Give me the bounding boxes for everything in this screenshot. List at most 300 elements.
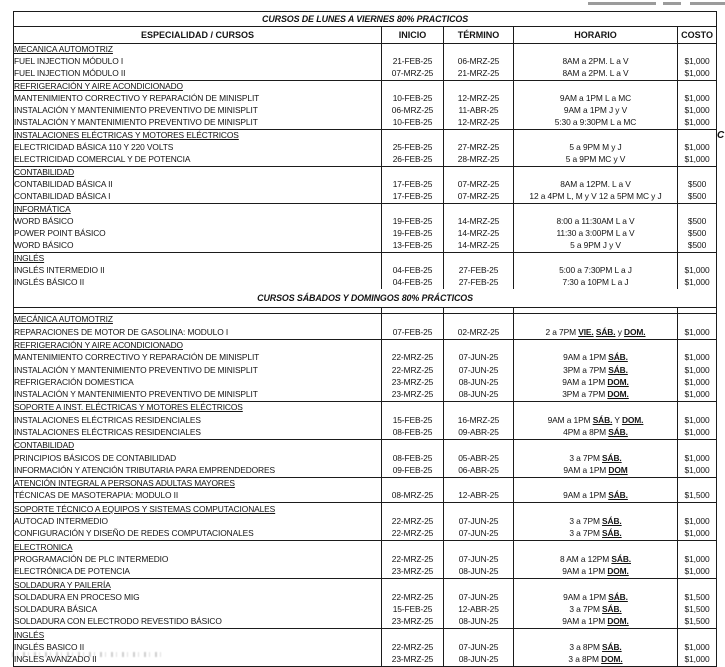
course-row — [14, 566, 717, 579]
course-row — [14, 452, 717, 464]
course-end-cell: 14-MRZ-25 — [444, 216, 514, 228]
course-cost-cell: $1,500 — [678, 592, 717, 604]
course-name-cell: INGLÉS BASICO II — [14, 642, 85, 653]
empty-cell — [382, 629, 444, 642]
course-schedule-cell: 3 a 8PM SÁB. — [514, 642, 678, 654]
empty-cell — [678, 477, 717, 490]
course-name-cell: ELECTRICIDAD COMERCIAL Y DE POTENCIA — [14, 154, 191, 165]
category-name: ATENCIÓN INTEGRAL A PERSONAS ADULTAS MAYORES — [14, 478, 235, 489]
course-start-cell: 22-MRZ-25 — [382, 592, 444, 604]
course-cost-cell: $1,000 — [678, 654, 717, 667]
course-name-cell: REFRIGERACIÓN DOMESTICA — [14, 376, 134, 387]
section-caption-row — [14, 12, 717, 27]
course-start-cell: 17-FEB-25 — [382, 179, 444, 191]
course-schedule-cell: 9AM a 1PM DOM — [514, 465, 678, 478]
course-start-cell: 19-FEB-25 — [382, 228, 444, 240]
course-end-cell: 12-MRZ-25 — [444, 93, 514, 105]
empty-cell — [444, 44, 514, 57]
empty-cell — [514, 402, 678, 415]
category-row — [14, 402, 717, 415]
course-name-cell: PRINCIPIOS BÁSICOS DE CONTABILIDAD — [14, 452, 177, 463]
course-start-cell: 15-FEB-25 — [382, 604, 444, 616]
course-name-cell: CONFIGURACIÓN Y DISEÑO DE REDES COMPUTACIONALES — [14, 528, 254, 539]
course-cost-cell: $1,000 — [678, 465, 717, 478]
empty-cell — [444, 81, 514, 94]
course-name-cell: ELECTRICIDAD BÁSICA 110 Y 220 VOLTS — [14, 142, 174, 153]
course-row — [14, 554, 717, 566]
course-row — [14, 376, 717, 388]
course-row — [14, 265, 717, 277]
empty-cell — [444, 204, 514, 217]
course-cost-cell: $1,500 — [678, 616, 717, 629]
column-header: COSTO — [678, 27, 717, 44]
course-start-cell: 23-MRZ-25 — [382, 654, 444, 667]
course-row — [14, 364, 717, 376]
cutoff-artifact-top — [588, 2, 656, 5]
course-name-cell: TÉCNICAS DE MASOTERAPIA: MODULO II — [14, 490, 179, 501]
course-end-cell: 09-ABR-25 — [444, 427, 514, 440]
course-cost-cell: $1,000 — [678, 427, 717, 440]
course-start-cell: 22-MRZ-25 — [382, 528, 444, 541]
course-start-cell: 07-FEB-25 — [382, 326, 444, 339]
course-schedule-cell: 9AM a 1PM DOM. — [514, 566, 678, 579]
course-end-cell: 02-MRZ-25 — [444, 326, 514, 339]
empty-cell — [678, 503, 717, 516]
category-name: INGLÉS — [14, 629, 45, 640]
course-end-cell: 05-ABR-25 — [444, 452, 514, 464]
empty-cell — [678, 204, 717, 217]
course-schedule-cell: 7:30 a 10PM L a J — [514, 277, 678, 289]
course-cost-cell: $1,000 — [678, 516, 717, 528]
course-schedule-cell: 4PM a 8PM SÁB. — [514, 427, 678, 440]
course-end-cell: 06-ABR-25 — [444, 465, 514, 478]
category-row — [14, 81, 717, 94]
course-cost-cell: $500 — [678, 228, 717, 240]
course-end-cell: 12-ABR-25 — [444, 490, 514, 503]
course-name-cell: INSTALACIÓN Y MANTENIMIENTO PREVENTIVO DE MINISPLIT — [14, 117, 258, 128]
category-name: SOPORTE TÉCNICO A EQUIPOS Y SISTEMAS COMPUTACIONALES — [14, 503, 276, 514]
course-row — [14, 326, 717, 339]
empty-cell — [678, 314, 717, 327]
course-row — [14, 117, 717, 130]
course-schedule-cell: 8AM a 12PM. L a V — [514, 179, 678, 191]
empty-cell — [514, 204, 678, 217]
course-end-cell: 07-MRZ-25 — [444, 179, 514, 191]
course-row — [14, 604, 717, 616]
column-header-row — [14, 27, 717, 44]
empty-cell — [514, 439, 678, 452]
course-schedule-cell: 3 a 7PM SÁB. — [514, 528, 678, 541]
course-schedule-cell: 9AM a 1PM DOM. — [514, 616, 678, 629]
course-row — [14, 216, 717, 228]
category-row — [14, 477, 717, 490]
course-name-cell: ELECTRÓNICA DE POTENCIA — [14, 566, 130, 577]
section-caption: CURSOS SÁBADOS Y DOMINGOS 80% PRÁCTICOS — [14, 289, 717, 308]
course-name-cell: FUEL INJECTION MÓDULO II — [14, 68, 126, 79]
course-schedule-table — [13, 11, 717, 667]
empty-cell — [444, 477, 514, 490]
column-header: HORARIO — [514, 27, 678, 44]
course-name-cell: MANTENIMIENTO CORRECTIVO Y REPARACIÓN DE MINISPLIT — [14, 93, 260, 104]
course-start-cell: 04-FEB-25 — [382, 265, 444, 277]
course-schedule-cell: 3 a 7PM SÁB. — [514, 516, 678, 528]
empty-cell — [444, 253, 514, 266]
course-row — [14, 465, 717, 478]
course-name-cell: MANTENIMIENTO CORRECTIVO Y REPARACIÓN DE MINISPLIT — [14, 352, 260, 363]
empty-cell — [514, 130, 678, 143]
course-start-cell: 10-FEB-25 — [382, 93, 444, 105]
course-start-cell: 09-FEB-25 — [382, 465, 444, 478]
category-row — [14, 439, 717, 452]
course-schedule-cell: 8AM a 2PM. L a V — [514, 68, 678, 81]
course-start-cell: 10-FEB-25 — [382, 117, 444, 130]
course-cost-cell: $1,000 — [678, 277, 717, 289]
course-end-cell: 27-FEB-25 — [444, 277, 514, 289]
course-end-cell: 07-JUN-25 — [444, 528, 514, 541]
course-start-cell: 22-MRZ-25 — [382, 352, 444, 364]
course-cost-cell: $1,500 — [678, 490, 717, 503]
course-end-cell: 12-ABR-25 — [444, 604, 514, 616]
course-row — [14, 142, 717, 154]
course-name-cell: INSTALACIÓN Y MANTENIMIENTO PREVENTIVO DE MINISPLIT — [14, 389, 258, 400]
cutoff-artifact-bottom — [12, 652, 162, 657]
empty-cell — [678, 339, 717, 352]
empty-cell — [678, 167, 717, 180]
category-name: MECÁNICA AUTOMOTRIZ — [14, 314, 113, 325]
category-row — [14, 579, 717, 592]
course-row — [14, 191, 717, 204]
course-name-cell: PROGRAMACIÓN DE PLC INTERMEDIO — [14, 553, 169, 564]
empty-cell — [514, 253, 678, 266]
course-end-cell: 11-ABR-25 — [444, 105, 514, 117]
category-row — [14, 130, 717, 143]
empty-cell — [514, 477, 678, 490]
empty-cell — [382, 439, 444, 452]
course-row — [14, 240, 717, 253]
course-row — [14, 427, 717, 440]
empty-cell — [514, 167, 678, 180]
category-row — [14, 44, 717, 57]
course-name-cell: WORD BÁSICO — [14, 240, 74, 251]
course-row — [14, 228, 717, 240]
course-name-cell: WORD BÁSICO — [14, 216, 74, 227]
empty-cell — [678, 629, 717, 642]
course-start-cell: 17-FEB-25 — [382, 191, 444, 204]
course-row — [14, 277, 717, 289]
course-cost-cell: $1,000 — [678, 93, 717, 105]
empty-cell — [678, 253, 717, 266]
course-cost-cell: $500 — [678, 191, 717, 204]
course-schedule-cell: 5:00 a 7:30PM L a J — [514, 265, 678, 277]
empty-cell — [444, 339, 514, 352]
course-end-cell: 16-MRZ-25 — [444, 414, 514, 426]
course-cost-cell: $1,000 — [678, 142, 717, 154]
course-name-cell: AUTOCAD INTERMEDIO — [14, 516, 108, 527]
category-row — [14, 503, 717, 516]
course-start-cell: 23-MRZ-25 — [382, 389, 444, 402]
course-cost-cell: $1,000 — [678, 56, 717, 68]
course-end-cell: 07-JUN-25 — [444, 554, 514, 566]
course-name-cell: INSTALACIÓN Y MANTENIMIENTO PREVENTIVO DE MINISPLIT — [14, 364, 258, 375]
course-cost-cell: $1,000 — [678, 642, 717, 654]
course-start-cell: 07-MRZ-25 — [382, 68, 444, 81]
course-start-cell: 25-FEB-25 — [382, 142, 444, 154]
course-name-cell: REPARACIONES DE MOTOR DE GASOLINA: MODULO I — [14, 326, 229, 337]
course-name-cell: INFORMACIÓN Y ATENCIÓN TRIBUTARIA PARA EMPRENDEDORES — [14, 464, 275, 475]
course-name-cell: INSTALACIÓN Y MANTENIMIENTO PREVENTIVO DE MINISPLIT — [14, 105, 258, 116]
course-schedule-cell: 9AM a 1PM L a MC — [514, 93, 678, 105]
course-schedule-cell: 5 a 9PM M y J — [514, 142, 678, 154]
empty-cell — [678, 579, 717, 592]
category-name: REFRIGERACIÓN Y AIRE ACONDICIONADO — [14, 339, 183, 350]
course-row — [14, 105, 717, 117]
category-row — [14, 541, 717, 554]
empty-cell — [514, 503, 678, 516]
course-start-cell: 22-MRZ-25 — [382, 642, 444, 654]
empty-cell — [382, 130, 444, 143]
course-start-cell: 08-MRZ-25 — [382, 490, 444, 503]
course-name-cell: CONTABILIDAD BÁSICA I — [14, 191, 111, 202]
course-cost-cell: $500 — [678, 216, 717, 228]
course-name-cell: INGLÉS INTERMEDIO II — [14, 265, 105, 276]
empty-cell — [444, 130, 514, 143]
course-start-cell: 22-MRZ-25 — [382, 554, 444, 566]
empty-cell — [678, 81, 717, 94]
category-row — [14, 167, 717, 180]
course-start-cell: 08-FEB-25 — [382, 427, 444, 440]
course-schedule-cell: 3PM a 7PM DOM. — [514, 389, 678, 402]
course-end-cell: 07-JUN-25 — [444, 642, 514, 654]
course-end-cell: 08-JUN-25 — [444, 376, 514, 388]
course-name-cell: SOLDADURA BÁSICA — [14, 604, 98, 615]
course-cost-cell: $1,000 — [678, 326, 717, 339]
empty-cell — [514, 541, 678, 554]
course-start-cell: 08-FEB-25 — [382, 452, 444, 464]
course-schedule-cell: 8:00 a 11:30AM L a V — [514, 216, 678, 228]
course-end-cell: 28-MRZ-25 — [444, 154, 514, 167]
course-row — [14, 490, 717, 503]
column-header: TÉRMINO — [444, 27, 514, 44]
course-name-cell: FUEL INJECTION MÓDULO I — [14, 56, 124, 67]
course-name-cell: INSTALACIONES ELÉCTRICAS RESIDENCIALES — [14, 426, 201, 437]
column-header: INICIO — [382, 27, 444, 44]
category-name: MECANICA AUTOMOTRIZ — [14, 44, 113, 55]
margin-letter: C — [717, 130, 725, 141]
course-cost-cell: $500 — [678, 240, 717, 253]
category-name: CONTABILIDAD — [14, 167, 75, 178]
course-cost-cell: $1,000 — [678, 364, 717, 376]
empty-cell — [444, 314, 514, 327]
empty-cell — [382, 44, 444, 57]
course-end-cell: 07-JUN-25 — [444, 592, 514, 604]
course-row — [14, 516, 717, 528]
course-schedule-cell: 5:30 a 9:30PM L a MC — [514, 117, 678, 130]
course-schedule-cell: 2 a 7PM VIE. SÁB. y DOM. — [514, 326, 678, 339]
empty-cell — [678, 541, 717, 554]
course-cost-cell: $1,000 — [678, 352, 717, 364]
cutoff-artifact-top — [690, 2, 725, 5]
course-start-cell: 22-MRZ-25 — [382, 516, 444, 528]
course-row — [14, 414, 717, 426]
course-schedule-cell: 3PM a 7PM SÁB. — [514, 364, 678, 376]
course-row — [14, 68, 717, 81]
course-start-cell: 23-MRZ-25 — [382, 376, 444, 388]
course-schedule-cell: 5 a 9PM MC y V — [514, 154, 678, 167]
course-cost-cell: $1,000 — [678, 389, 717, 402]
course-schedule-cell: 9AM a 1PM SÁB. — [514, 592, 678, 604]
empty-cell — [382, 477, 444, 490]
course-schedule-cell: 3 a 7PM SÁB. — [514, 452, 678, 464]
course-name-cell: INGLÉS BÁSICO II — [14, 277, 85, 288]
course-schedule-cell: 8 AM a 12PM SÁB. — [514, 554, 678, 566]
empty-cell — [444, 579, 514, 592]
course-name-cell: CONTABILIDAD BÁSICA II — [14, 179, 113, 190]
course-schedule-cell: 12 a 4PM L, M y V 12 a 5PM MC y J — [514, 191, 678, 204]
course-schedule-cell: 8AM a 2PM. L a V — [514, 56, 678, 68]
category-name: INFORMÁTICA — [14, 204, 71, 215]
empty-cell — [444, 439, 514, 452]
course-cost-cell: $1,000 — [678, 68, 717, 81]
course-cost-cell: $500 — [678, 179, 717, 191]
course-start-cell: 06-MRZ-25 — [382, 105, 444, 117]
course-end-cell: 08-JUN-25 — [444, 616, 514, 629]
category-name: CONTABILIDAD — [14, 440, 75, 451]
course-row — [14, 389, 717, 402]
section-caption-row — [14, 289, 717, 308]
course-schedule-cell: 5 a 9PM J y V — [514, 240, 678, 253]
course-cost-cell: $1,000 — [678, 414, 717, 426]
empty-cell — [678, 44, 717, 57]
course-cost-cell: $1,000 — [678, 566, 717, 579]
empty-cell — [382, 167, 444, 180]
empty-cell — [382, 339, 444, 352]
course-schedule-body — [14, 12, 717, 667]
course-end-cell: 14-MRZ-25 — [444, 240, 514, 253]
course-end-cell: 21-MRZ-25 — [444, 68, 514, 81]
course-start-cell: 15-FEB-25 — [382, 414, 444, 426]
course-end-cell: 07-JUN-25 — [444, 516, 514, 528]
course-end-cell: 08-JUN-25 — [444, 566, 514, 579]
empty-cell — [514, 629, 678, 642]
empty-cell — [514, 579, 678, 592]
course-end-cell: 27-FEB-25 — [444, 265, 514, 277]
course-row — [14, 592, 717, 604]
course-start-cell: 21-FEB-25 — [382, 56, 444, 68]
course-name-cell: INSTALACIONES ELÉCTRICAS RESIDENCIALES — [14, 414, 201, 425]
course-name-cell: POWER POINT BÁSICO — [14, 228, 106, 239]
course-schedule-cell: 9AM a 1PM DOM. — [514, 376, 678, 388]
course-cost-cell: $1,000 — [678, 117, 717, 130]
course-end-cell: 08-JUN-25 — [444, 389, 514, 402]
category-name: ELECTRONICA — [14, 541, 73, 552]
course-end-cell: 27-MRZ-25 — [444, 142, 514, 154]
course-row — [14, 93, 717, 105]
course-name-cell: SOLDADURA CON ELECTRODO REVESTIDO BÁSICO — [14, 616, 222, 627]
course-schedule-cell: 9AM a 1PM SÁB. Y DOM. — [514, 414, 678, 426]
empty-cell — [382, 253, 444, 266]
course-row — [14, 154, 717, 167]
category-name: SOLDADURA Y PAILERÍA — [14, 579, 111, 590]
course-cost-cell: $1,000 — [678, 554, 717, 566]
course-row — [14, 179, 717, 191]
course-row — [14, 56, 717, 68]
course-schedule-cell: 3 a 7PM SÁB. — [514, 604, 678, 616]
course-start-cell: 22-MRZ-25 — [382, 364, 444, 376]
empty-cell — [514, 44, 678, 57]
empty-cell — [444, 629, 514, 642]
course-start-cell: 26-FEB-25 — [382, 154, 444, 167]
course-start-cell: 04-FEB-25 — [382, 277, 444, 289]
course-name-cell: SOLDADURA EN PROCESO MIG — [14, 591, 140, 602]
empty-cell — [514, 81, 678, 94]
course-schedule-cell: 9AM a 1PM SÁB. — [514, 490, 678, 503]
course-end-cell: 14-MRZ-25 — [444, 228, 514, 240]
course-end-cell: 08-JUN-25 — [444, 654, 514, 667]
empty-cell — [514, 314, 678, 327]
course-start-cell: 19-FEB-25 — [382, 216, 444, 228]
empty-cell — [382, 81, 444, 94]
cutoff-artifact-top — [663, 2, 681, 5]
category-row — [14, 314, 717, 327]
category-row — [14, 339, 717, 352]
course-end-cell: 07-JUN-25 — [444, 352, 514, 364]
course-cost-cell: $1,500 — [678, 604, 717, 616]
category-row — [14, 629, 717, 642]
empty-cell — [444, 402, 514, 415]
empty-cell — [382, 541, 444, 554]
course-name-cell: INGLES AVANZADO II — [14, 654, 97, 665]
category-name: INGLÉS — [14, 253, 45, 264]
course-cost-cell: $1,000 — [678, 105, 717, 117]
course-start-cell: 23-MRZ-25 — [382, 566, 444, 579]
course-schedule-cell: 11:30 a 3:00PM L a V — [514, 228, 678, 240]
course-row — [14, 616, 717, 629]
course-start-cell: 13-FEB-25 — [382, 240, 444, 253]
course-cost-cell: $1,000 — [678, 452, 717, 464]
course-schedule-cell: 3 a 8PM DOM. — [514, 654, 678, 667]
course-schedule-cell: 9AM a 1PM J y V — [514, 105, 678, 117]
empty-cell — [444, 541, 514, 554]
course-cost-cell: $1,000 — [678, 528, 717, 541]
empty-cell — [514, 339, 678, 352]
course-row — [14, 528, 717, 541]
category-name: INSTALACIONES ELÉCTRICAS Y MOTORES ELÉCTRICOS — [14, 130, 239, 141]
course-schedule-cell: 9AM a 1PM SÁB. — [514, 352, 678, 364]
course-start-cell: 23-MRZ-25 — [382, 616, 444, 629]
category-name: SOPORTE A INST. ELÉCTRICAS Y MOTORES ELÉCTRICOS — [14, 402, 243, 413]
course-cost-cell: $1,000 — [678, 154, 717, 167]
section-caption: CURSOS DE LUNES A VIERNES 80% PRACTICOS — [14, 12, 717, 27]
column-header: ESPECIALIDAD / CURSOS — [14, 27, 382, 44]
empty-cell — [382, 204, 444, 217]
course-end-cell: 12-MRZ-25 — [444, 117, 514, 130]
course-cost-cell: $1,000 — [678, 376, 717, 388]
category-row — [14, 253, 717, 266]
empty-cell — [678, 439, 717, 452]
category-row — [14, 204, 717, 217]
empty-cell — [678, 130, 717, 143]
empty-cell — [382, 314, 444, 327]
empty-cell — [382, 579, 444, 592]
empty-cell — [382, 402, 444, 415]
course-cost-cell: $1,000 — [678, 265, 717, 277]
empty-cell — [444, 503, 514, 516]
empty-cell — [382, 503, 444, 516]
course-end-cell: 07-MRZ-25 — [444, 191, 514, 204]
course-end-cell: 07-JUN-25 — [444, 364, 514, 376]
course-end-cell: 06-MRZ-25 — [444, 56, 514, 68]
empty-cell — [444, 167, 514, 180]
